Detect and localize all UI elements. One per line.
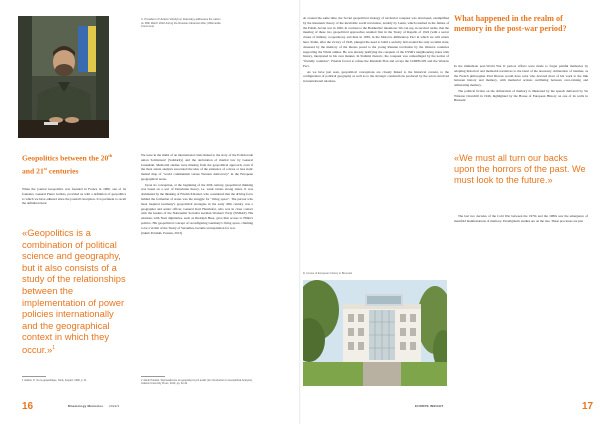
right-column-1 [303,16,449,244]
president-photo-illustration [18,16,109,138]
heading-sup-2: st [43,165,47,171]
right-col2-paragraph-1: In the immediate post-World War II period, efforts were made to forget painful memories by adopting historical and memorial narratives to the ideal of the necessary obliteration of traumas, as the French philosopher Paul Ricœur would have said, who devoted most of his work to the link between history and memory, with memorial actions oscillating between over-valuing and obliterating memory. [454,64,588,88]
middle-column [141,153,253,373]
house-of-european-history-photo [303,280,447,386]
page-number-right: 17 [582,401,594,412]
right-col2-paragraph-2: The political fiction on the obliteration of memory is illustrated by the speech delivered by Sir Winston Churchill in 1946, highlighted by the House of European History on one of its walls in Brussels: [454,88,588,103]
page-number-left: 16 [22,401,34,412]
running-title-issue: 2022/1 [109,404,120,408]
pull-quote-churchill: «We must all turn our backs upon the horrors of the past. We must look to the future.» [454,153,586,186]
president-photo-caption: C. President of Ukraine Volodymyr Zelenskyy addresses the nation on 28th March 2022 during the Russian-Ukrainian War. (Wikimedia Commons) [141,18,221,28]
heading-part-2: and 21 [22,166,44,176]
section-heading-memory: What happened in the realm of memory in the post-war period? [454,14,567,34]
intro-column [22,187,126,217]
heading-sup-1: th [108,153,113,158]
middle-paragraph-2: Upon its conception, at the beginning of the 20th century, geopolitical thinking was based on a sort of Darwinian theory, i.e. weak versus strong states. It was dominated by the thinking of Friedrich Ratzel, who considered that the driving force behind the formation of states was the struggle for "living space". The person who most inspired Germany's geopolitical strategies in the early 20th century was a geographer and senior officer, General Karl Haushofer, who was in close contact with the leaders of the Nationalist Socialist German Workers' Party (NSDAP). His relations with Nazi dignitaries, such as Rudolph Hess, gave him access to Hitler's politics. His geopolitical concept of reconfiguring Germany's living space, claiming to be a victim of the Treaty of Versailles, became an inspiration for war. [141,182,253,230]
right-column-2-bottom [454,214,588,254]
footnote-rule-middle [141,376,165,377]
footnote-rule-left [22,376,46,377]
section-heading-geopolitics [22,151,118,181]
pull-quote-footnote-ref: 1 [52,344,56,351]
pull-quote-text: «Geopolitics is a combination of political science and geography, but it also consists of a study of the relationships between the implementation of power policies internationally and the geographical context in which they occur.» [22,227,126,356]
house-photo-caption: D. House of European history in Brussels [303,272,353,275]
footnote-gallois: 1 Gallois, P., De la géopolitique, Paris, Fayard, 1990, p. 11 [22,379,87,382]
right-paragraph-2: As we have just seen, geopolitical conceptions are closely linked to the historical context, to the configuration of political geography as well as to the strategic constructions produced by the actors involved in international relations. [303,69,449,84]
pull-quote-geopolitics [22,227,130,363]
intro-paragraph: When the journal Geopolitics was founded in France in 1980, one of its founders, General Pierre Gallois, provided us with a definition of geopolitics to which we have adhered since the journal's inception. It is pertinent to recall the definition here: [22,187,126,206]
footnote-potulski: 2 Jakub Potulski, Wprowadzenie do geopolitycznych analiz (An Introduction to Geopolitical Analysis), Gdansk University Press, 2010, pp. 42-44 [141,379,253,386]
heading-part-3: centuries [47,166,79,176]
house-photo-illustration [303,280,447,386]
running-title-right [415,404,443,408]
running-title-section: EUROPE INSIGHT [415,404,444,408]
right-paragraph-1: At around the same time, the Soviet geopolitical strategy of territorial conquest was developed, exemplified by the messianic theory of the inevitable world revolution, notably by Lenin, which resulted in the failure of the Polish–Soviet war in 1920, in contrast to the Bolsheviks' intentions. We can say, in succinct terms, that the meeting of these two geopolitical approaches resulted first in the Treaty of Rapallo of 1922 (with a secret clause of military cooperation), and then in 1939, in the Molotov–Ribbentrop Pact in which we will return later. Stalin, after the victory of 1945, plunged the need to build a security belt around the only socialist state, obsessed by the memory of the threats posed to the young Russian revolution by the Western countries supporting the White armies. He was already justifying the conquest of the USSR's neighbouring states with history, interpreted in his own manner. In Stalinist rhetoric, the conquest was camouflaged by the notion of "friendly countries". Friends forced to refuse the Marshall Plan and accept the COMECON and the Warsaw Pact. [303,16,449,68]
right-column-2-top [454,64,588,144]
running-title-left [68,404,120,408]
middle-paragraph-3: (Jakub Potulski, Poznan, 2013) [141,231,183,236]
right-col2-paragraph-3: The last two decades of the Cold War between the 1970s and the 1980s saw the emergence of manifold manifestations of memory. Paradigmatic studies are on the rise. These processes are just [454,214,588,223]
heading-part-1: Geopolitics between the 20 [22,153,109,163]
running-title-journal: Mnemology Memories [68,404,104,408]
middle-paragraph-1: We were in the midst of an international crisis linked to the story of the Polish trade union Solidarność (Solidarity) and the declaration of martial law by General Jaruzelski. Memorial studies were missing from the geopolitical approach, even if the most astute analysts associated the idea of the existence of a more or less static mental map of "world communism versus Western democracy" in the European geographical arena. [141,153,253,181]
president-photo [18,16,109,138]
